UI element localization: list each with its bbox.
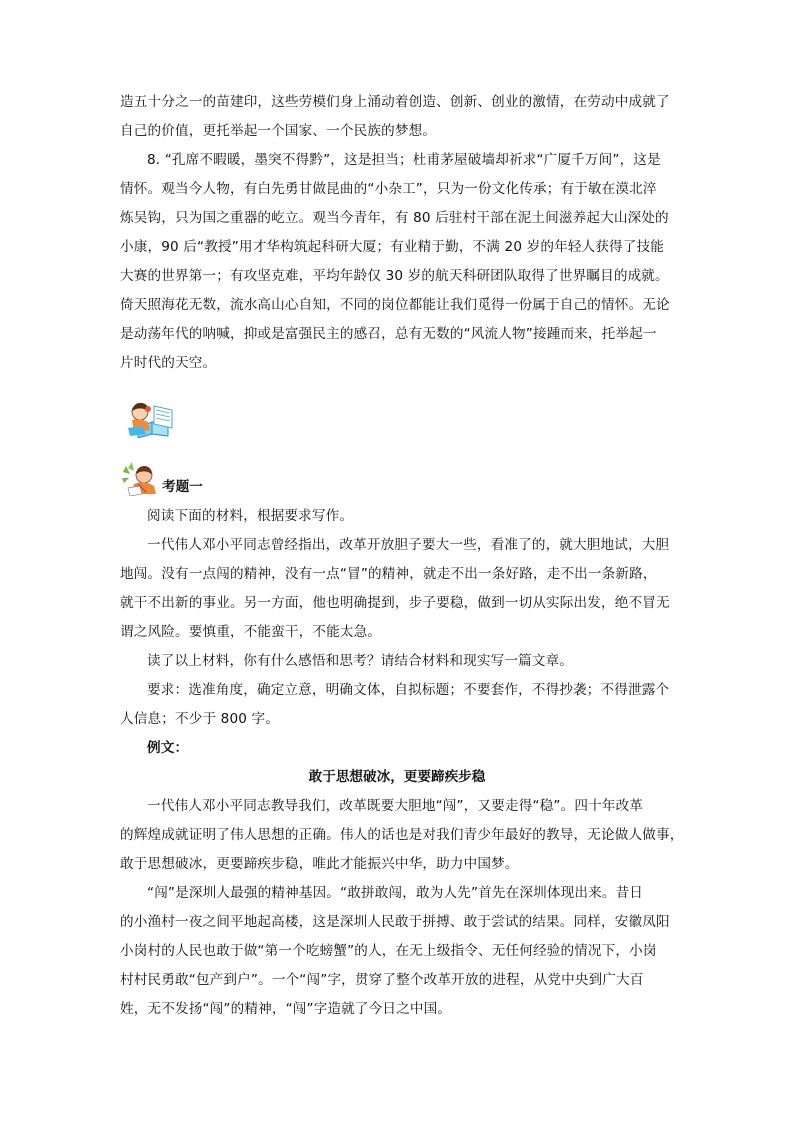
essay-line: 的辉煌成就证明了伟人思想的正确。伟人的话也是对我们青少年最好的教导，无论做人做事，: [120, 827, 684, 843]
essay-line: “闯”是深圳人最强的精神基因。“敢拼敢闯，敢为人先”首先在深圳体现出来。昔日: [147, 885, 644, 901]
child-writing-icon: [120, 460, 162, 496]
paragraph-line: 大赛的世界第一；有攻坚克难，平均年龄仅 30 岁的航天科研团队取得了世界瞩目的成就。: [120, 268, 669, 284]
paragraph-line: 造五十分之一的苗建印，这些劳模们身上涌动着创造、创新、创业的激情，在劳动中成就了: [120, 94, 670, 110]
paragraph-line: 是动荡年代的呐喊，抑或是富强民主的感召，总有无数的“风流人物”接踵而来，托举起一: [120, 326, 657, 342]
essay-line: 一代伟人邓小平同志教导我们，改革既要大胆地“闯”，又要走得“稳”。四十年改革: [147, 798, 644, 814]
essay-line: 的小渔村一夜之间平地起高楼，这是深圳人民敢于拼搏、敢于尝试的结果。同样，安徽凤阳: [120, 914, 670, 930]
question-prompt: 读了以上材料，你有什么感悟和思考？请结合材料和现实写一篇文章。: [147, 653, 574, 669]
example-label: 例文：: [147, 740, 189, 756]
reading-girl-icon: [120, 398, 180, 438]
material-line: 地闯。没有一点闯的精神，没有一点“冒”的精神，就走不出一条好路，走不出一条新路，: [120, 566, 657, 582]
material-line: 一代伟人邓小平同志曾经指出，改革开放胆子要大一些，看准了的，就大胆地试，大胆: [147, 537, 670, 553]
essay-line: 小岗村的人民也敢于做“第一个吃螃蟹”的人，在无上级指令、无任何经验的情况下，小岗: [120, 943, 657, 959]
requirement-line: 人信息；不少于 800 字。: [120, 711, 280, 727]
essay-line: 村村民勇敢“包产到户”。一个“闯”字，贯穿了整个改革开放的进程，从党中央到广大百: [120, 972, 644, 988]
paragraph-line: 片时代的天空。: [120, 355, 217, 371]
essay-title: 敢于思想破冰，更要蹄疾步稳: [308, 769, 486, 785]
paragraph-line: 8. “孔席不暇暖，墨突不得黔”，这是担当；杜甫茅屋破墙却祈求“广厦千万间”，这是: [147, 152, 661, 168]
material-line: 就干不出新的事业。另一方面，他也明确提到，步子要稳，做到一切从实际出发，绝不冒无: [120, 595, 670, 611]
material-line: 谓之风险。要慎重，不能蛮干，不能太急。: [120, 624, 382, 640]
essay-line: 敢于思想破冰，更要蹄疾步稳，唯此才能振兴中华，助力中国梦。: [120, 856, 519, 872]
paragraph-line: 倚天照海花无数，流水高山心自知，不同的岗位都能让我们觅得一份属于自己的情怀。无论: [120, 297, 670, 313]
question-intro: 阅读下面的材料，根据要求写作。: [147, 508, 354, 524]
requirement-line: 要求：选准角度，确定立意，明确文体，自拟标题；不要套作，不得抄袭；不得泄露个: [147, 682, 670, 698]
paragraph-line: 情怀。观当今人物，有白先勇甘做昆曲的“小杂工”，只为一份文化传承；有于敏在漠北淬: [120, 181, 657, 197]
essay-line: 姓，无不发扬“闯”的精神，“闯”字造就了今日之中国。: [120, 1001, 452, 1017]
section-heading: 考题一: [162, 479, 203, 495]
paragraph-line: 炼吴钩，只为国之重器的屹立。观当今青年，有 80 后驻村干部在泥土间滋养起大山深处的: [120, 210, 669, 226]
paragraph-line: 小康，90 后“教授”用才华构筑起科研大厦；有业精于勤，不满 20 岁的年轻人获得了技能: [120, 239, 665, 255]
paragraph-line: 自己的价值，更托举起一个国家、一个民族的梦想。: [120, 123, 437, 139]
